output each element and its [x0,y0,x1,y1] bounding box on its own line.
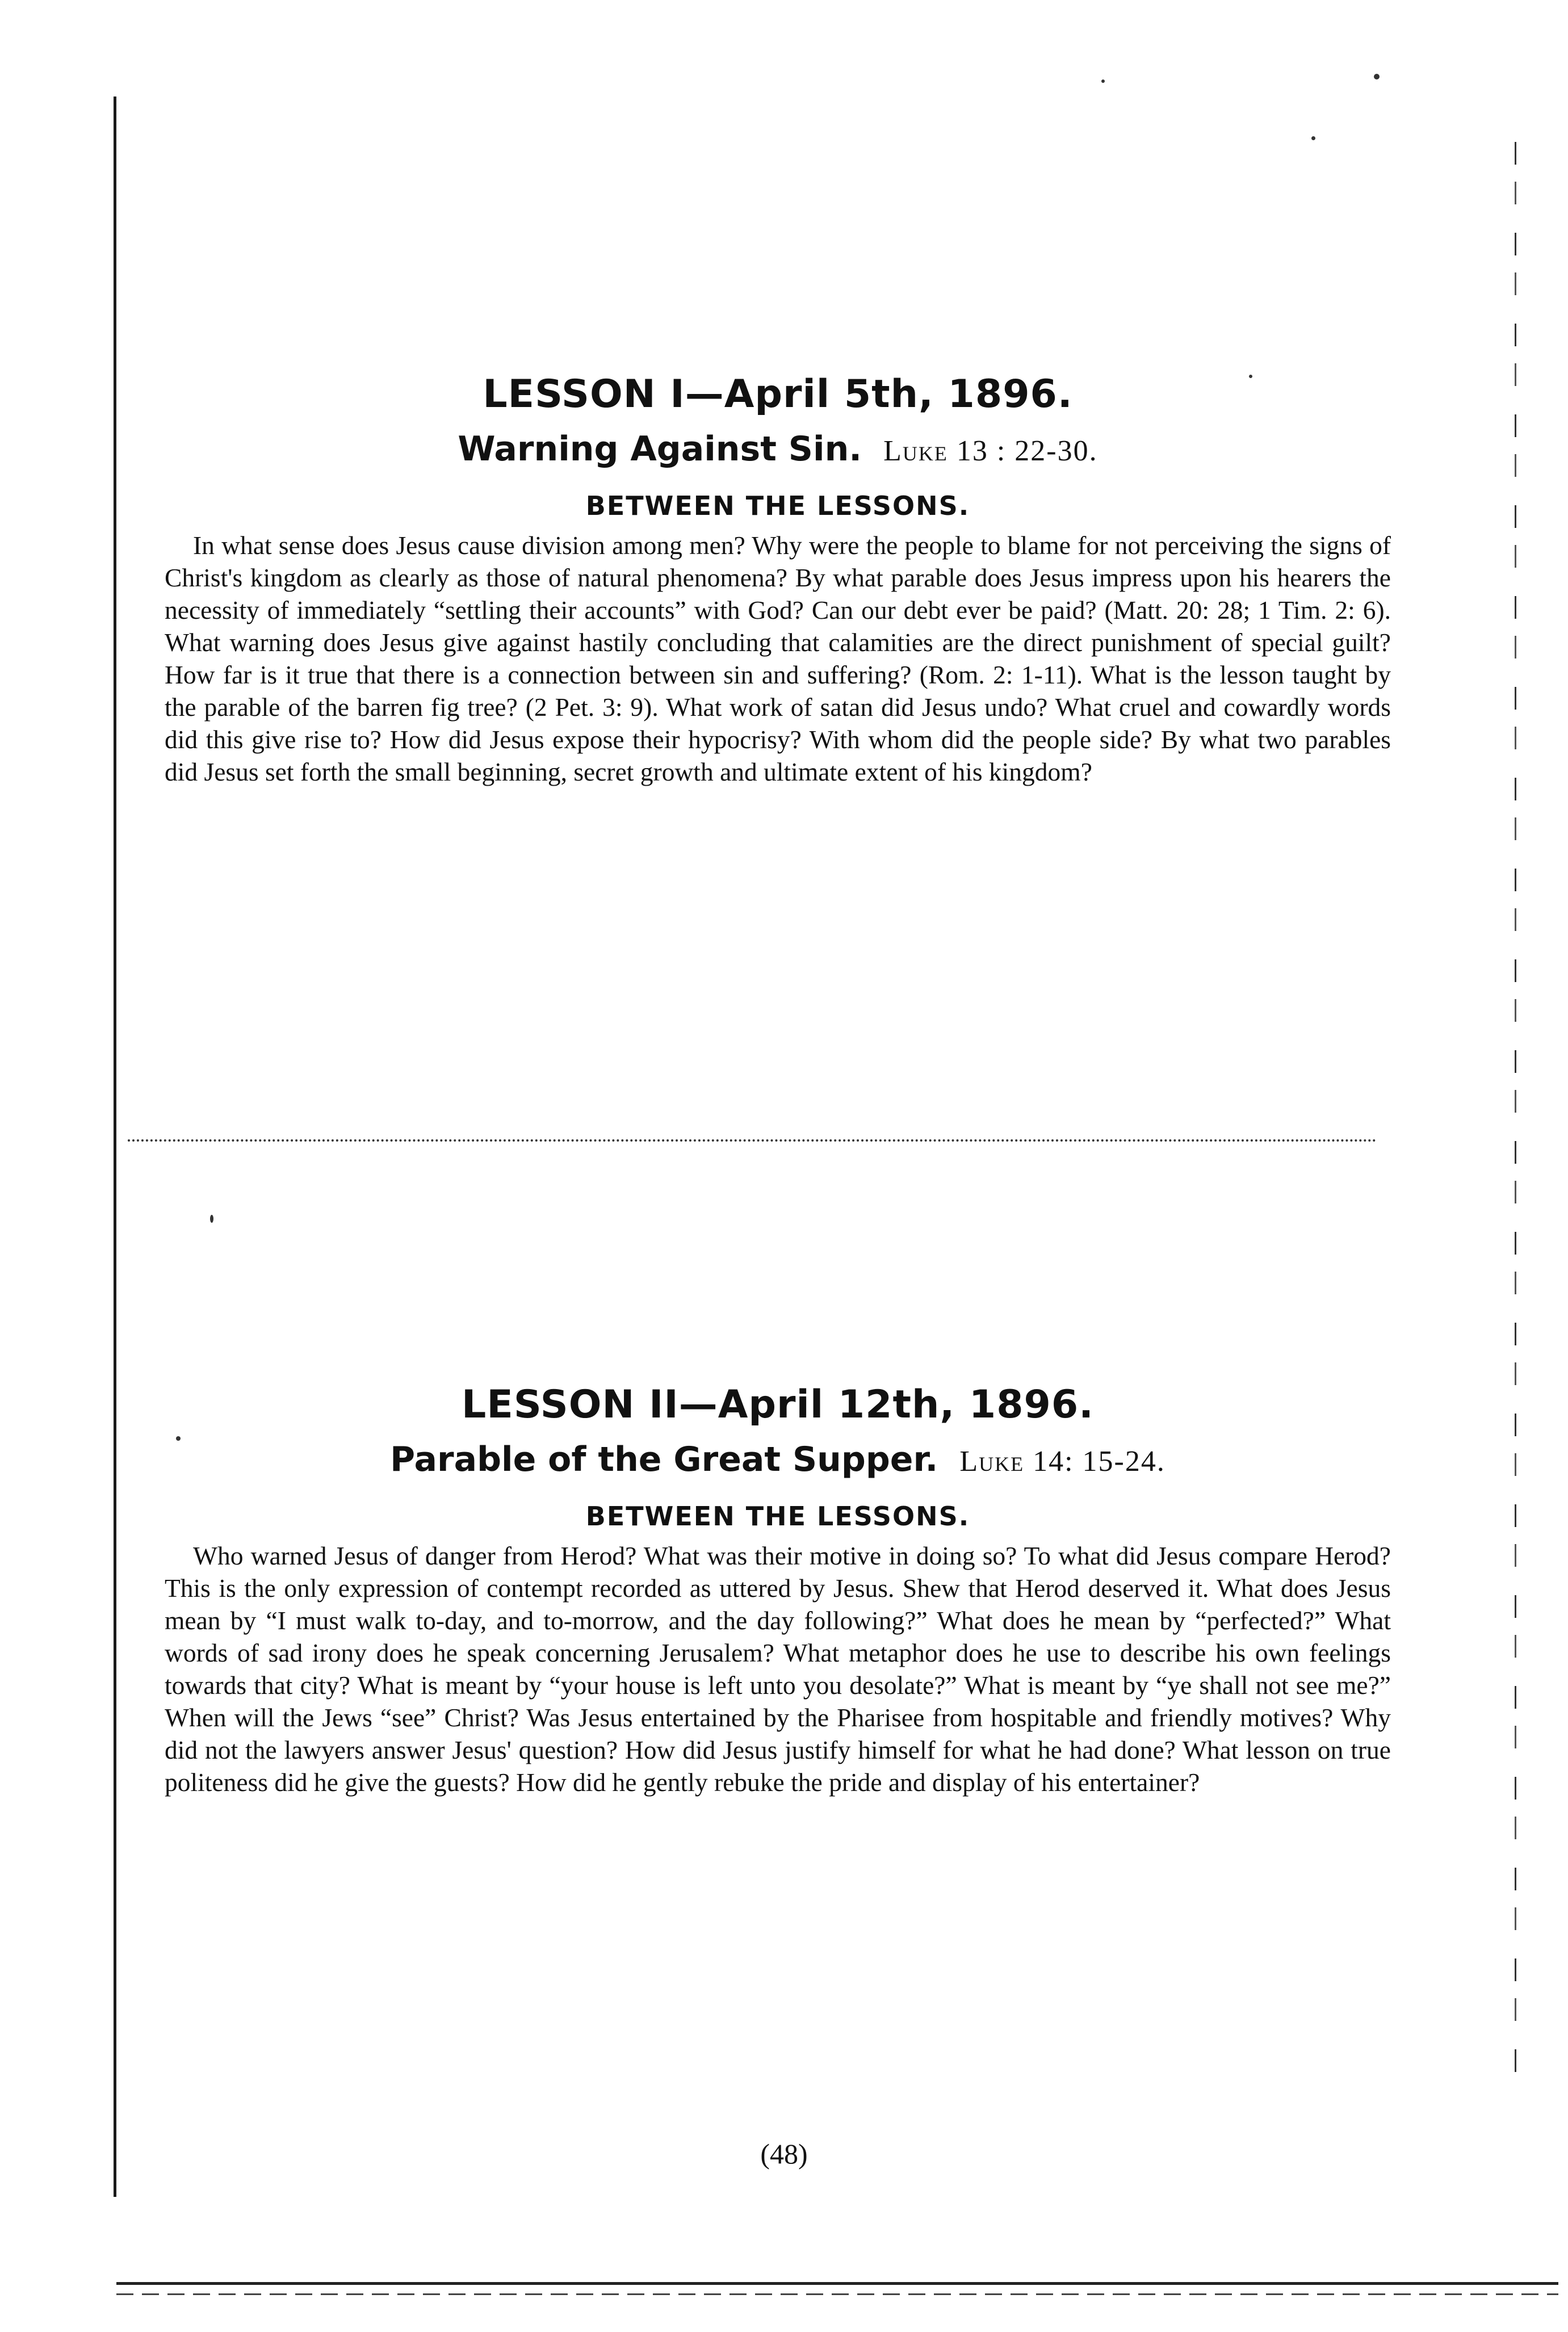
page-number: (48) [760,2138,808,2170]
print-speck [1249,375,1252,378]
lesson-2-section-label: BETWEEN THE LESSONS. [585,1501,970,1532]
print-speck [1101,79,1105,83]
lesson-2-body: Who warned Jesus of danger from Herod? What was their motive in doing so? To what did Jesus compare Herod? This is the only expression of contempt recorded as uttered by Jesus. Shew that Herod deserved it. What does Jesus mean by “I must walk to-day, and to-morrow, and the day following?” What does he mean by “perfected?” What words of sad irony does he speak concerning Jerusalem? What metaphor does he use to describe his own feelings towards that city? What is meant by “your house is left unto you desolate?” What is meant by “ye shall not see me?” When will the Jews “see” Christ? Was Jesus entertained by the Pharisee from hospitable and friendly motives? Why did not the lawyers answer Jesus' question? How did Jesus justify himself for what he had done? What lesson on true politeness did he give the guests? How did he gently rebuke the pride and display of his entertainer? [165,1541,1391,1797]
page-left-edge [114,97,116,2197]
print-speck [1374,74,1380,79]
lesson-1-body: In what sense does Jesus cause division among men? Why were the people to blame for not perceiving the signs of Christ's kingdom as clearly as those of natural phenomena? By what parable does Jesus impress upon his hearers the necessity of immediately “settling their accounts” with God? Can our debt ever be paid? (Matt. 20: 28; 1 Tim. 2: 6). What warning does Jesus give against hastily concluding that calamities are the direct punishment of special guilt? How far is it true that there is a connection between sin and suffering? (Rom. 2: 1-11). What is the lesson taught by the parable of the barren fig tree? (2 Pet. 3: 9). What work of satan did Jesus undo? What cruel and cowardly words did this give rise to? How did Jesus expose their hypocrisy? With whom did the people side? By what two parables did Jesus set forth the small beginning, secret growth and ultimate extent of his kingdom? [165,531,1391,786]
lesson-2-title-line [165,1435,1391,1493]
lesson-1-heading: LESSON I—April 5th, 1896. [483,372,1073,417]
lesson-1 [165,369,1391,814]
print-speck [210,1215,213,1223]
bottom-rule [116,2282,1558,2285]
lesson-divider [128,1139,1377,1142]
lesson-2-scripture-reference: Luke 14: 15-24. [959,1445,1165,1478]
lesson-2-heading: LESSON II—April 12th, 1896. [462,1382,1094,1427]
lesson-1-title: Warning Against Sin. [458,429,862,469]
page-right-edge [1515,142,1516,2072]
lesson-2 [165,1379,1391,1825]
lesson-1-title-line [165,425,1391,483]
lesson-2-title: Parable of the Great Supper. [390,1440,938,1479]
print-speck [176,1436,181,1441]
bottom-rule-dashed [116,2293,1558,2295]
lesson-1-scripture-reference: Luke 13 : 22-30. [883,435,1098,467]
print-speck [1311,136,1315,140]
lesson-1-section-label: BETWEEN THE LESSONS. [585,490,970,521]
